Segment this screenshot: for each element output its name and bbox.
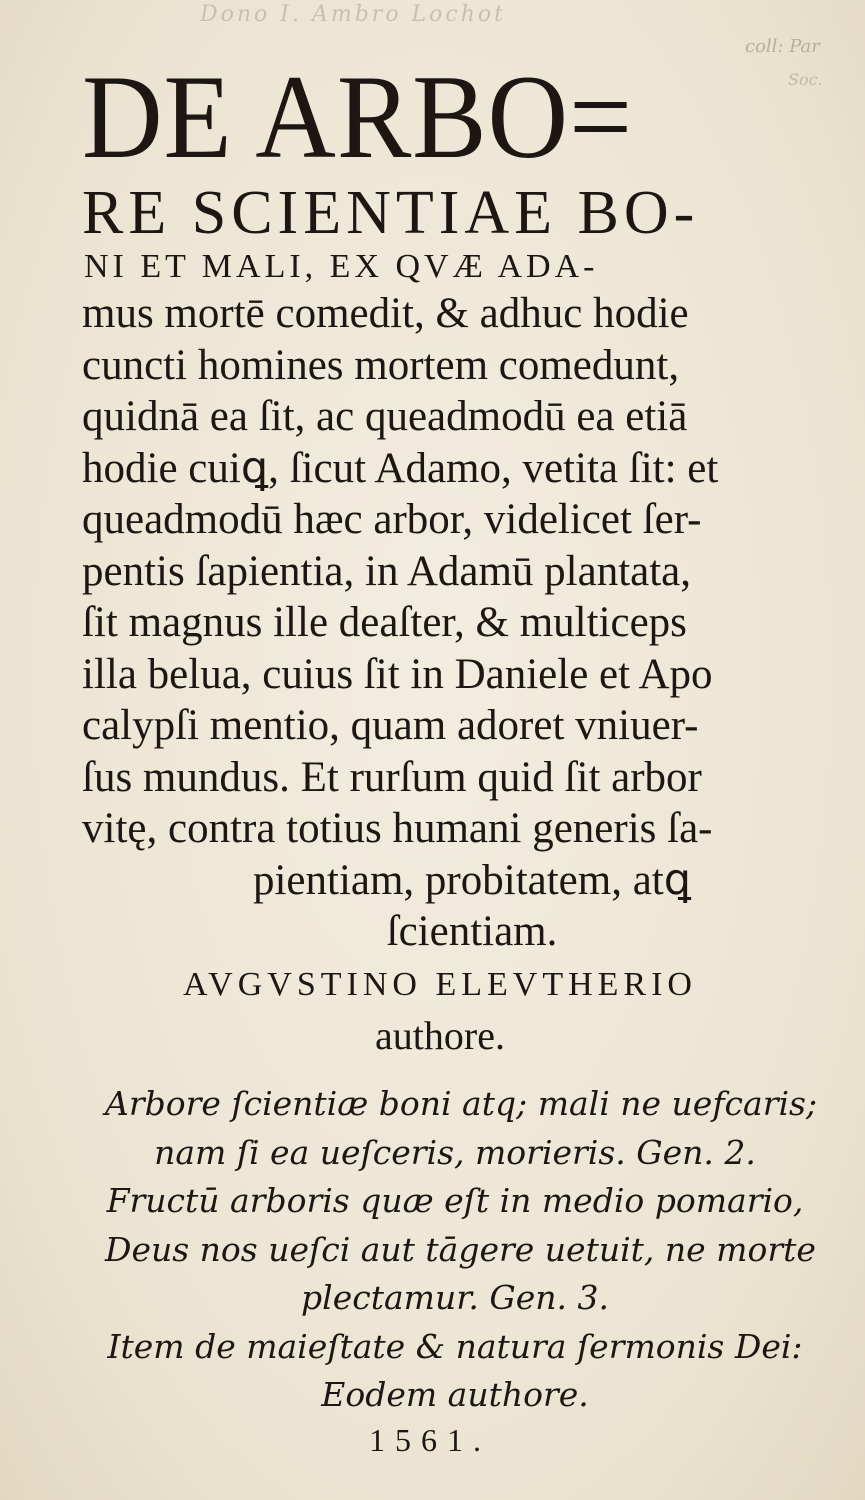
body-line: hodie cuiꝗ, ſicut Adamo, vetita ſit: et (82, 444, 719, 492)
quote-line: Item de maieſtate & natura ſermonis Dei: (107, 1326, 803, 1366)
body-line: pentis ſapientia, in Adamū plantata, (82, 547, 692, 595)
body-line: pientiam, probitatem, atꝗ (252, 856, 692, 904)
title-line-3: NI ET MALI, EX QVÆ ADA- (84, 248, 599, 285)
body-line: ſit magnus ille deaſter, & multiceps (82, 599, 687, 646)
body-line: queadmodū hæc arbor, videlicet ſer- (82, 496, 702, 543)
quote-line: Eodem authore. (321, 1375, 589, 1414)
body-line: quidnā ea ſit, ac queadmodū ea etiā (82, 393, 688, 440)
author-name: AVGVSTINO ELEVTHERIO (183, 966, 697, 1003)
quote-line: Fructū arboris quæ eſt in medio pomario, (106, 1181, 804, 1220)
author-label: authore. (375, 1013, 505, 1058)
body-line: cuncti homines mortem comedunt, (82, 341, 680, 389)
body-line: mus mortē comedit, & adhuc hodie (82, 290, 689, 337)
quote-line: Deus nos ueſci aut tāgere uetuit, ne morte (105, 1229, 816, 1269)
title-line-2: RE SCIENTIAE BO- (82, 179, 700, 247)
handwritten-society-note: Soc. (788, 70, 823, 89)
body-line: calypſi mentio, quam adoret vniuer- (82, 702, 699, 749)
title-line-1: DE ARBO= (82, 50, 633, 183)
body-line: illa belua, cuius ſit in Daniele et Apo (82, 650, 713, 698)
handwritten-collection-note: coll: Par (745, 36, 820, 57)
quote-line: nam ſi ea ueſceris, morieris. Gen. 2. (154, 1132, 756, 1172)
publication-year: 1561. (369, 1422, 491, 1458)
body-line: ſus mundus. Et rurſum quid ſit arbor (82, 753, 702, 801)
body-line: vitę, contra totius humani generis ſa- (82, 805, 713, 852)
body-line: ſcientiam. (386, 908, 558, 955)
handwritten-provenance-note: Dono I. Ambro Lochot (200, 2, 506, 27)
title-body-text (82, 288, 802, 958)
quote-line: Arbore ſcientiæ boni atq; mali ne uefcaris; (105, 1084, 818, 1123)
epigraph-quote (105, 1080, 818, 1420)
quote-line: plectamur. Gen. 3. (301, 1278, 609, 1317)
